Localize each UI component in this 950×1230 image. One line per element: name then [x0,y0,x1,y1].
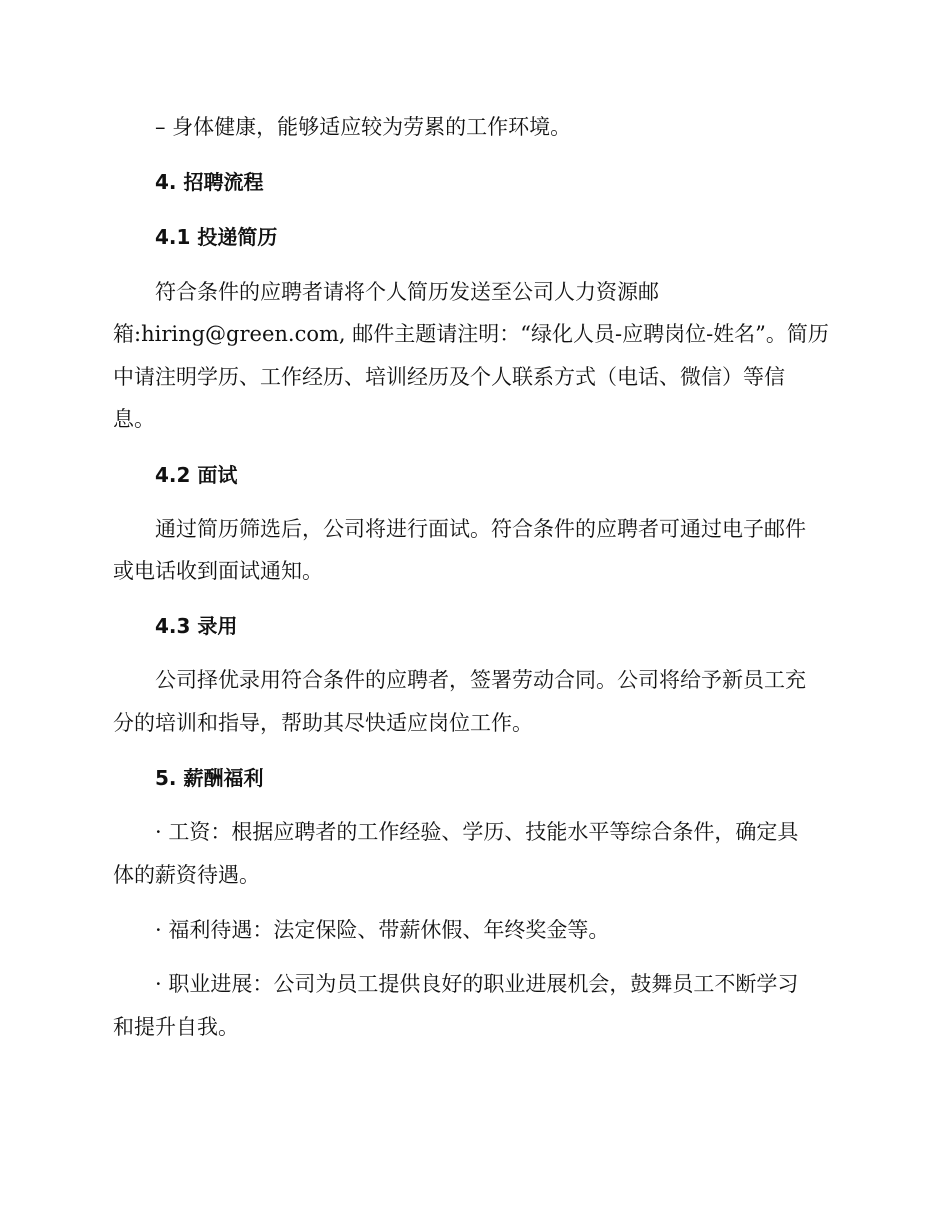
career-line1: · 职业进展：公司为员工提供良好的职业进展机会，鼓舞员工不断学习 [155,972,799,996]
section5-title: 5. 薪酬福利 [155,766,264,790]
s41-line2: 箱:hiring@green.com, 邮件主题请注明：“绿化人员-应聘岗位-姓名”。简历 [113,322,829,346]
s42-line1: 通过简历筛选后，公司将进行面试。符合条件的应聘者可通过电子邮件 [155,517,806,541]
s41-line4: 息。 [113,407,155,431]
salary-line2: 体的薪资待遇。 [113,863,260,887]
career-line2: 和提升自我。 [113,1015,239,1039]
s42-title: 4.2 面试 [155,463,238,487]
s43-title: 4.3 录用 [155,614,238,638]
s42-line2: 或电话收到面试通知。 [113,559,323,583]
s41-line3: 中请注明学历、工作经历、培训经历及个人联系方式（电话、微信）等信 [113,365,785,389]
section4-title: 4. 招聘流程 [155,170,264,194]
s43-line1: 公司择优录用符合条件的应聘者，签署劳动合同。公司将给予新员工充 [155,668,806,692]
salary-line1: · 工资：根据应聘者的工作经验、学历、技能水平等综合条件，确定具 [155,820,799,844]
benefits-line1: · 福利待遇：法定保险、带薪休假、年终奖金等。 [155,918,610,942]
bullet-health: – 身体健康，能够适应较为劳累的工作环境。 [155,115,572,139]
s41-line1: 符合条件的应聘者请将个人简历发送至公司人力资源邮 [155,280,659,304]
s41-title: 4.1 投递简历 [155,225,278,249]
s43-line2: 分的培训和指导，帮助其尽快适应岗位工作。 [113,711,533,735]
